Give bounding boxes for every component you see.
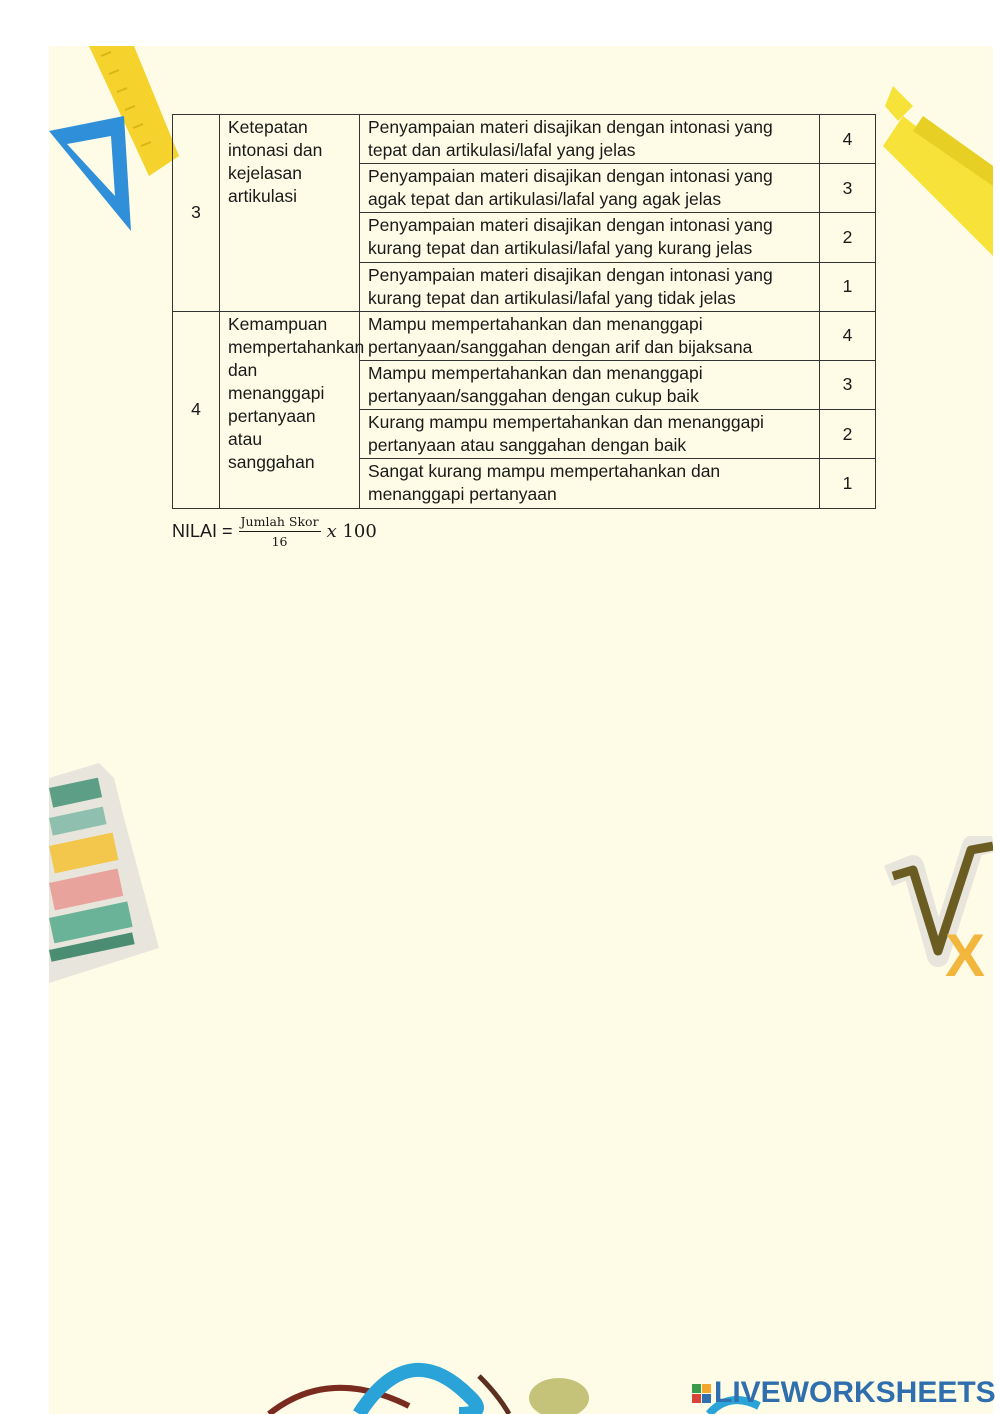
criterion-name: Ketepatan intonasi dan kejelasan artikulasi (220, 115, 360, 312)
level-score: 1 (820, 262, 876, 311)
liveworksheets-logo[interactable] (692, 1376, 996, 1410)
criterion-number: 3 (173, 115, 220, 312)
table-row (173, 311, 876, 360)
table-row (173, 115, 876, 164)
formula-multiplier-value: 100 (342, 521, 377, 542)
formula-multiplier-symbol: x (326, 521, 337, 542)
liveworksheets-logo-text: LIVEWORKSHEETS (714, 1376, 996, 1409)
level-score: 1 (820, 459, 876, 508)
formula-denominator: 16 (271, 534, 288, 549)
books-decoration (49, 758, 164, 988)
level-score: 4 (820, 115, 876, 164)
square-root-x-decoration (883, 836, 993, 986)
level-description: Penyampaian materi disajikan dengan intonasi yang kurang tepat dan artikulasi/lafal yang kurang jelas (360, 213, 820, 262)
level-description: Mampu mempertahankan dan menanggapi pertanyaan/sanggahan dengan cukup baik (360, 360, 820, 409)
level-description: Penyampaian materi disajikan dengan intonasi yang tepat dan artikulasi/lafal yang jelas (360, 115, 820, 164)
formula-prefix: NILAI = (172, 521, 233, 541)
ruler-set-square-decoration (49, 46, 189, 246)
assessment-rubric-table (172, 114, 876, 509)
level-score: 3 (820, 164, 876, 213)
level-score: 3 (820, 360, 876, 409)
bottom-swirl-decoration (209, 1346, 629, 1414)
svg-text:X: X (945, 922, 986, 986)
level-description: Sangat kurang mampu mempertahankan dan menanggapi pertanyaan (360, 459, 820, 508)
formula-numerator: Jumlah Skor (239, 514, 321, 532)
level-description: Penyampaian materi disajikan dengan intonasi yang kurang tepat dan artikulasi/lafal yang tidak jelas (360, 262, 820, 311)
formula-multiplier (327, 521, 377, 542)
level-description: Kurang mampu mempertahankan dan menanggapi pertanyaan atau sanggahan dengan baik (360, 410, 820, 459)
level-score: 4 (820, 311, 876, 360)
score-formula (172, 514, 377, 549)
criterion-number: 4 (173, 311, 220, 508)
criterion-name: Kemampuan mempertahankan dan menanggapi pertanyaan atau sanggahan (220, 311, 360, 508)
formula-fraction (239, 514, 321, 549)
highlighter-decoration (863, 76, 993, 266)
level-description: Mampu mempertahankan dan menanggapi pertanyaan/sanggahan dengan arif dan bijaksana (360, 311, 820, 360)
level-description: Penyampaian materi disajikan dengan intonasi yang agak tepat dan artikulasi/lafal yang agak jelas (360, 164, 820, 213)
liveworksheets-logo-icon (692, 1384, 711, 1403)
level-score: 2 (820, 213, 876, 262)
level-score: 2 (820, 410, 876, 459)
